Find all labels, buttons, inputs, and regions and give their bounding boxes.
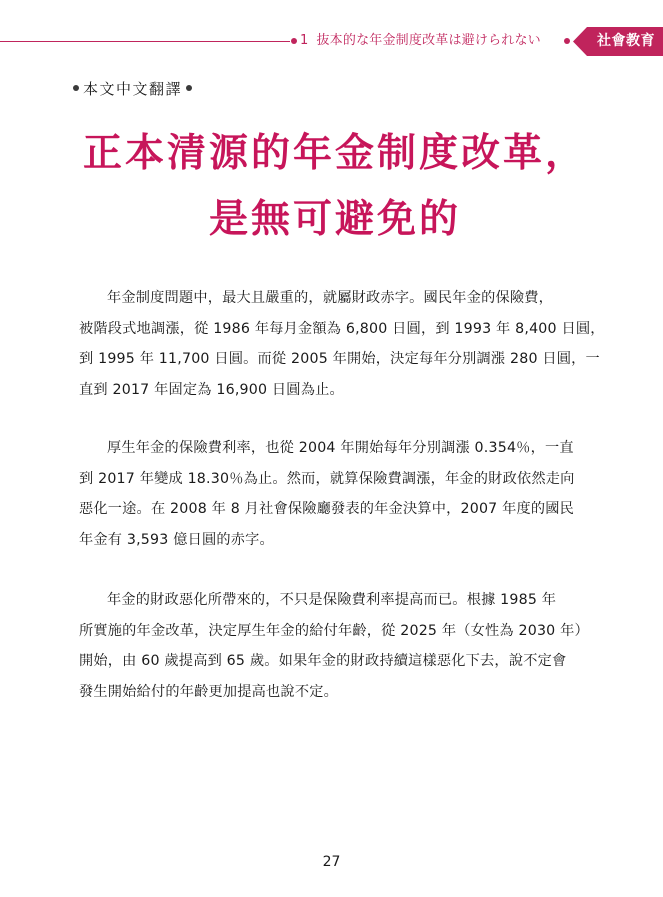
- paragraph-line: 直到 2017 年固定為 16,900 日圓為止。: [79, 382, 344, 399]
- paragraph-line: 到 1995 年 11,700 日圓。而從 2005 年開始，決定每年分別調漲 280 日圓，一: [79, 351, 600, 368]
- paragraph-line: 厚生年金的保險費利率，也從 2004 年開始每年分別調漲 0.354％，一直: [107, 440, 574, 456]
- header-bullet-left: [291, 38, 297, 44]
- paragraph-line: 年金的財政惡化所帶來的，不只是保險費利率提高而已。根據 1985 年: [107, 592, 557, 608]
- section-tab-label: 社會教育: [597, 33, 655, 49]
- section-tab: [573, 27, 663, 56]
- article-title-line-2: 是無可避免的: [208, 197, 461, 242]
- paragraph-line: 所實施的年金改革，決定厚生年金的給付年齡，從 2025 年（女性為 2030 年）: [79, 622, 589, 639]
- chapter-number: 1: [300, 33, 309, 48]
- paragraph-1: [79, 283, 605, 406]
- paragraph-line: 惡化一途。在 2008 年 8 月社會保險廳發表的年金決算中，2007 年度的國民: [79, 501, 575, 518]
- header-bullet-right: [564, 38, 570, 44]
- chapter-title: 抜本的な年金制度改革は避けられない: [316, 33, 541, 48]
- page-number: 27: [322, 854, 341, 870]
- section-label-bullet-right: [186, 85, 192, 91]
- paragraph-line: 到 2017 年變成 18.30％為止。然而，就算保險費調漲，年金的財政依然走向: [79, 470, 575, 487]
- article-title-line-1: 正本清源的年金制度改革，: [82, 131, 587, 176]
- paragraph-line: 開始，由 60 歲提高到 65 歲。如果年金的財政持續這樣惡化下去，說不定會: [79, 653, 567, 670]
- running-header: [300, 31, 541, 51]
- section-label-text: 本文中文翻譯: [83, 79, 183, 98]
- section-label-bullet-left: [73, 85, 79, 91]
- paragraph-3: [79, 585, 589, 708]
- section-label: [73, 76, 192, 100]
- paragraph-line: 被階段式地調漲，從 1986 年每月金額為 6,800 日圓，到 1993 年 8,400 日圓，: [79, 320, 605, 337]
- header-rule: [0, 41, 290, 42]
- paragraph-line: 發生開始給付的年齡更加提高也說不定。: [79, 684, 338, 701]
- paragraph-line: 年金有 3,593 億日圓的赤字。: [79, 532, 274, 549]
- paragraph-line: 年金制度問題中，最大且嚴重的，就屬財政赤字。國民年金的保險費，: [107, 290, 554, 306]
- paragraph-2: [79, 433, 589, 556]
